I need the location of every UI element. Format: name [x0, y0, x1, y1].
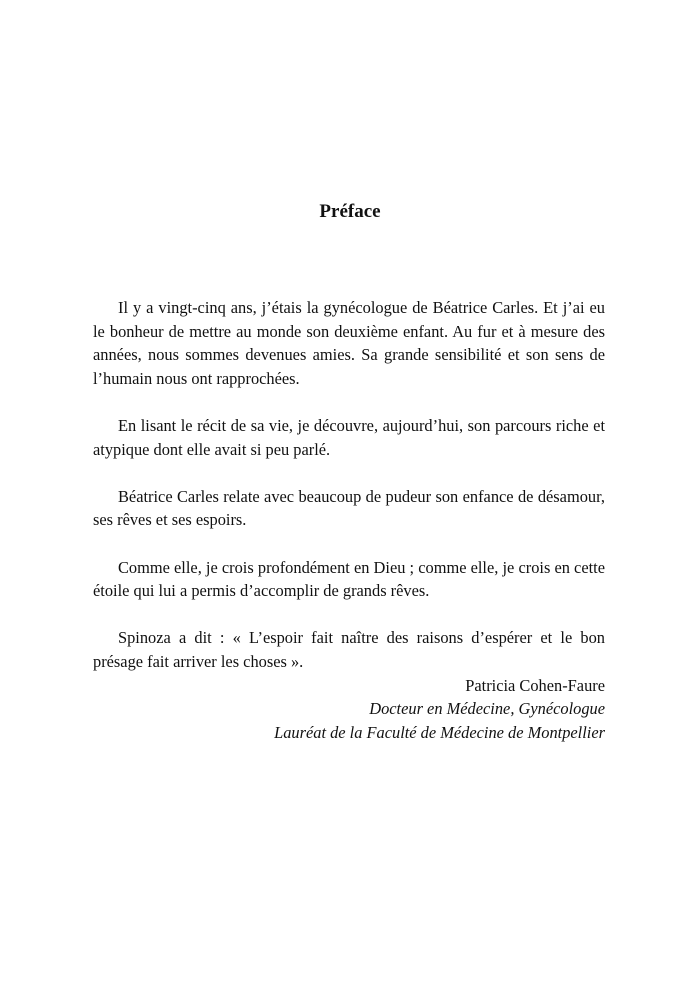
signature-block [93, 674, 605, 745]
signature-name: Patricia Cohen-Faure [465, 675, 605, 695]
paragraph-3: Béatrice Carles relate avec beaucoup de pudeur son enfance de désamour, ses rêves et ses espoirs. [93, 486, 605, 530]
paragraph-4: Comme elle, je crois profondément en Dieu ; comme elle, je crois en cette étoile qui lui a permis d’accomplir de grands rêves. [93, 557, 605, 601]
signature-title-1: Docteur en Médecine, Gynécologue [369, 699, 605, 719]
preface-body [93, 296, 605, 744]
paragraph-2: En lisant le récit de sa vie, je découvre, aujourd’hui, son parcours riche et atypique dont elle avait si peu parlé. [93, 415, 605, 459]
page-title: Préface [319, 201, 381, 222]
signature-title-2: Lauréat de la Faculté de Médecine de Montpellier [274, 722, 605, 742]
paragraph-1: Il y a vingt-cinq ans, j’étais la gynécologue de Béatrice Carles. Et j’ai eu le bonheur de mettre au monde son deuxième enfant. Au fur et à mesure des années, nous sommes devenues amies. Sa grande sensibilité et son sens de l’humain nous ont rapprochées. [93, 298, 605, 388]
paragraph-5: Spinoza a dit : « L’espoir fait naître des raisons d’espérer et le bon présage fait arriver les choses ». [93, 628, 605, 671]
